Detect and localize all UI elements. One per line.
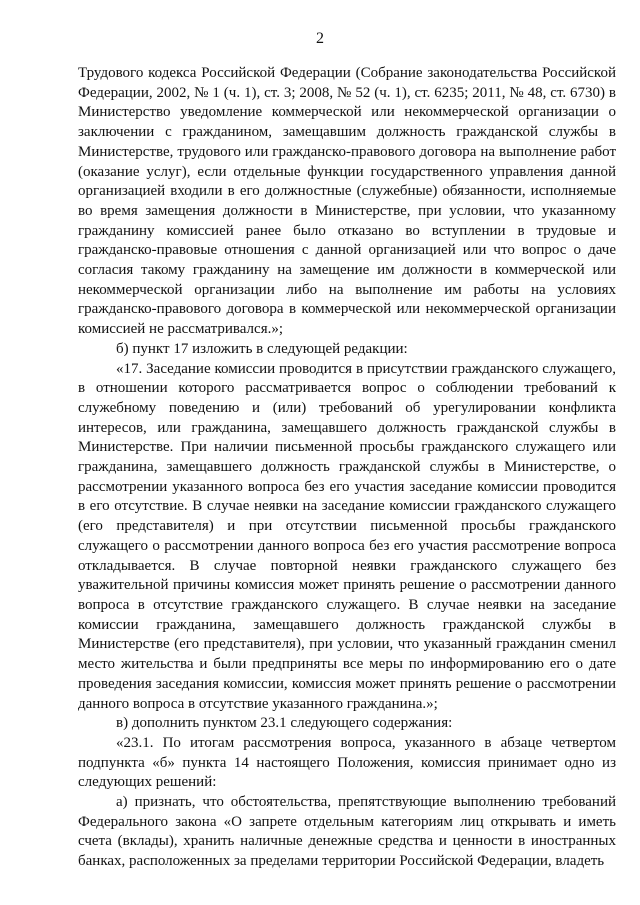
paragraph-subitem-a: а) признать, что обстоятельства, препятствующие выполнению требований Федерального закона «О запрете отдельным категориям лиц открывать и иметь счета (вклады), хранить наличные денежные средства и ценности в иностранных банках, расположенных за пределами территории Российской Федерации, владеть	[78, 794, 616, 870]
paragraph-continuation: Трудового кодекса Российской Федерации (Собрание законодательства Российской Федерации, 2002, № 1 (ч. 1), ст. 3; 2008, № 52 (ч. 1), ст. 6235; 2011, № 48, ст. 6730) в Министерство уведомление коммерческой или некоммерческой организации о заключении с гражданином, замещавшим должность гражданской службы в Министерстве, трудового или гражданско-правового договора на выполнение работ (оказание услуг), если отдельные функции государственного управления данной организацией входили в его должностные (служебные) обязанности, исполняемые во время замещения должности в Министерстве, при условии, что указанному гражданину комиссией ранее было отказано во вступлении в трудовые и гражданско-правовые отношения с данной организацией или что вопрос о даче согласия такому гражданину на замещение им должности в коммерческой или некоммерческой организации либо на выполнение им работы на условиях гражданско-правового договора в коммерческой или некоммерческой организации комиссией не рассматривался.»;	[78, 65, 616, 338]
paragraph-point-23-1: «23.1. По итогам рассмотрения вопроса, указанного в абзаце четвертом подпункта «б» пункта 14 настоящего Положения, комиссия принимает одно из следующих решений:	[78, 734, 616, 791]
paragraph-point-17: «17. Заседание комиссии проводится в присутствии гражданского служащего, в отношении которого рассматривается вопрос о соблюдении требований к служебному поведению и (или) требований об урегулировании конфликта интересов, или гражданина, замещавшего должность гражданской службы в Министерстве. При наличии письменной просьбы гражданского служащего или гражданина, замещавшего должность гражданской службы в Министерстве, о рассмотрении указанного вопроса без его участия заседание комиссии проводится в его отсутствие. В случае неявки на заседание комиссии гражданского служащего (его представителя) и при отсутствии письменной просьбы гражданского служащего о рассмотрении данного вопроса без его участия рассмотрение вопроса откладывается. В случае повторной неявки гражданского служащего без уважительной причины комиссия может принять решение о рассмотрении данного вопроса в отсутствие гражданского служащего. В случае неявки на заседание комиссии гражданина, замещавшего должность гражданской службы в Министерстве (его представителя), при условии, что указанный гражданин сменил место жительства и были предприняты все меры по информированию его о дате проведения заседания комиссии, комиссия может принять решение о рассмотрении данного вопроса в отсутствие указанного гражданина.»;	[78, 360, 616, 712]
paragraph-item-v: в) дополнить пунктом 23.1 следующего содержания:	[116, 715, 453, 732]
paragraph-item-b: б) пункт 17 изложить в следующей редакции:	[116, 340, 408, 357]
document-body	[78, 64, 616, 872]
page-number: 2	[316, 30, 324, 47]
